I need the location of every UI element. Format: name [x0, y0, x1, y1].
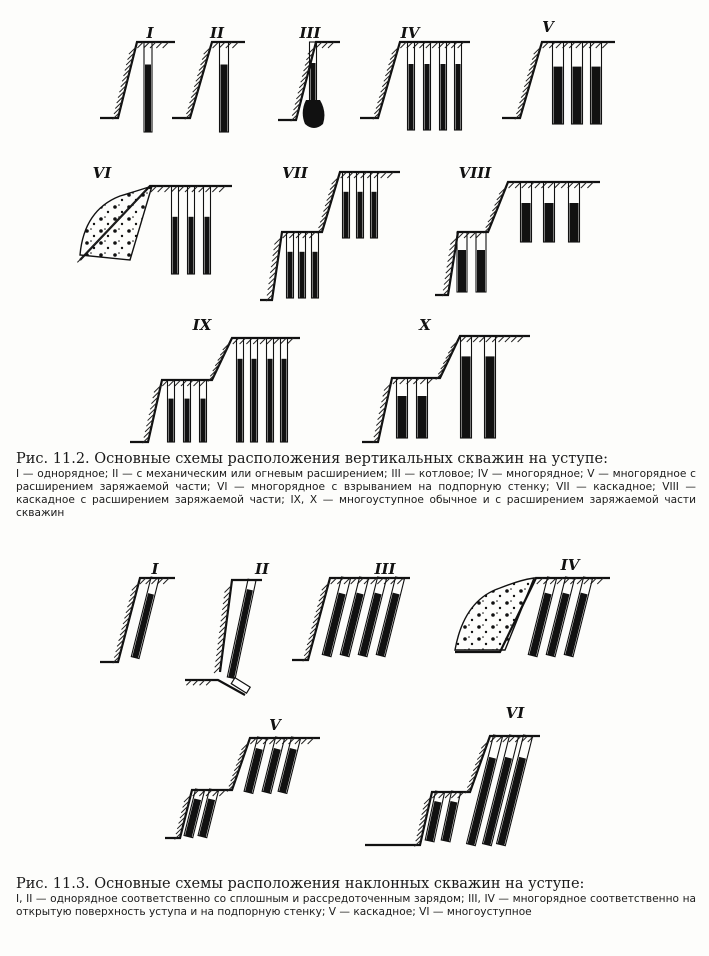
borehole: [371, 172, 378, 238]
explosive-charge: [573, 67, 582, 124]
explosive-charge: [169, 399, 174, 442]
borehole: [251, 338, 258, 442]
borehole: [564, 577, 592, 657]
cascade-profile: [260, 172, 400, 300]
borehole: [424, 42, 431, 130]
explosive-charge: [189, 217, 194, 274]
hole-bottom-pocket: [231, 678, 250, 693]
borehole: [441, 791, 460, 842]
explosive-charge: [313, 252, 318, 298]
explosive-charge: [498, 757, 526, 846]
scheme-label: V: [542, 18, 554, 36]
borehole: [220, 42, 229, 132]
explosive-charge: [288, 252, 293, 298]
explosive-charge: [282, 359, 287, 442]
borehole: [237, 338, 244, 442]
explosive-charge: [201, 399, 206, 442]
explosive-charge: [252, 359, 257, 442]
multibench-profile: [130, 338, 300, 442]
scheme-label: IV: [560, 556, 580, 574]
explosive-charge: [545, 203, 554, 242]
borehole: [572, 42, 583, 124]
borehole: [376, 577, 404, 657]
scheme-label: III: [299, 24, 321, 42]
borehole: [591, 42, 602, 124]
retaining-wall-rock: [455, 578, 534, 650]
figure-11-2-caption-body: I — однорядное; II — с механическим или огневым расширением; III — котловое; IV — многорядное; V — многорядное с расширением заряжаемой части; VI — многорядное с взрыванием на подпорную стенку; VII — каскадное; VIII — каскадное с расширением заряжаемой части; IX, X — многоуступное обычное и с расширением заряжаемой части скважин: [16, 468, 696, 519]
borehole: [278, 737, 300, 794]
borehole: [544, 182, 555, 242]
borehole: [455, 42, 462, 130]
borehole: [312, 232, 319, 298]
borehole: [485, 336, 496, 438]
borehole: [553, 42, 564, 124]
explosive-charge: [245, 748, 263, 793]
explosive-charge: [486, 356, 495, 438]
explosive-charge: [221, 65, 228, 133]
scheme-label: IV: [400, 24, 420, 42]
borehole: [343, 172, 350, 238]
figure-11-3-caption: [16, 876, 696, 919]
borehole: [184, 380, 191, 442]
explosive-charge: [205, 217, 210, 274]
borehole: [461, 336, 472, 438]
borehole: [425, 791, 444, 842]
borehole: [569, 182, 580, 242]
explosive-charge: [477, 250, 485, 292]
explosive-charge: [409, 64, 414, 130]
explosive-charge: [279, 748, 297, 793]
explosive-charge: [358, 192, 363, 238]
scheme-label: I: [146, 24, 154, 42]
explosive-charge: [570, 203, 579, 242]
explosive-charge: [554, 67, 563, 124]
explosive-charge: [238, 359, 243, 442]
explosive-charge: [300, 252, 305, 298]
figure-11-2-vertical-holes: [77, 42, 615, 443]
borehole: [408, 42, 415, 130]
scheme-label: VII: [282, 164, 308, 182]
scheme-label: V: [269, 716, 281, 734]
explosive-charge: [145, 65, 151, 133]
explosive-charge: [263, 748, 281, 793]
scheme-label: VI: [505, 704, 525, 722]
borehole: [299, 232, 306, 298]
scheme-label: III: [374, 560, 396, 578]
scheme-label: IX: [192, 316, 212, 334]
explosive-charge: [458, 250, 466, 292]
explosive-charge: [425, 64, 430, 130]
scheme-label: VI: [92, 164, 112, 182]
explosive-charge: [592, 67, 601, 124]
multibench-profile: [362, 336, 530, 442]
scheme-label: II: [254, 560, 270, 578]
explosive-charge: [398, 396, 407, 438]
borehole: [204, 186, 211, 274]
borehole: [198, 789, 218, 838]
figure-11-2-caption: [16, 451, 696, 520]
borehole: [397, 378, 408, 438]
figure-11-2-caption-title: Рис. 11.2. Основные схемы расположения вертикальных скважин на уступе:: [16, 451, 608, 467]
scheme-label: II: [209, 24, 225, 42]
scheme-label: VIII: [458, 164, 492, 182]
borehole: [168, 380, 175, 442]
explosive-charge: [185, 399, 190, 442]
explosive-charge: [441, 64, 446, 130]
borehole: [457, 232, 467, 292]
explosive-charge: [268, 359, 273, 442]
explosive-charge: [456, 64, 461, 130]
figure-11-3-caption-title: Рис. 11.3. Основные схемы расположения наклонных скважин на уступе:: [16, 876, 585, 892]
borehole: [144, 42, 152, 132]
borehole: [200, 380, 207, 442]
explosive-charge: [442, 801, 457, 842]
explosive-charge: [522, 203, 531, 242]
borehole: [172, 186, 179, 274]
retaining-wall-rock: [80, 186, 152, 260]
borehole: [267, 338, 274, 442]
borehole: [287, 232, 294, 298]
borehole: [440, 42, 447, 130]
borehole: [188, 186, 195, 274]
explosive-charge: [173, 217, 178, 274]
scheme-label: I: [151, 560, 159, 578]
borehole: [476, 232, 486, 292]
borehole: [417, 378, 428, 438]
borehole: [227, 579, 256, 678]
explosive-charge: [418, 396, 427, 438]
chamber-charge: [303, 100, 325, 128]
explosive-charge: [372, 192, 377, 238]
borehole: [357, 172, 364, 238]
explosive-charge: [132, 593, 154, 658]
scheme-label: X: [419, 316, 431, 334]
borehole: [281, 338, 288, 442]
figure-11-3-inclined-holes: [100, 577, 610, 847]
explosive-charge: [462, 356, 471, 438]
borehole: [521, 182, 532, 242]
explosive-charge: [228, 589, 253, 678]
bench-profile: [100, 42, 175, 118]
explosive-charge: [344, 192, 349, 238]
borehole: [131, 577, 159, 658]
figure-11-3-caption-body: I, II — однорядное соответственно со сплошным и рассредоточенным зарядом; III, IV — многорядное соответственно на открытую поверхность уступа и на подпорную стенку; V — каскадное; VI — многоуступное: [16, 893, 696, 918]
